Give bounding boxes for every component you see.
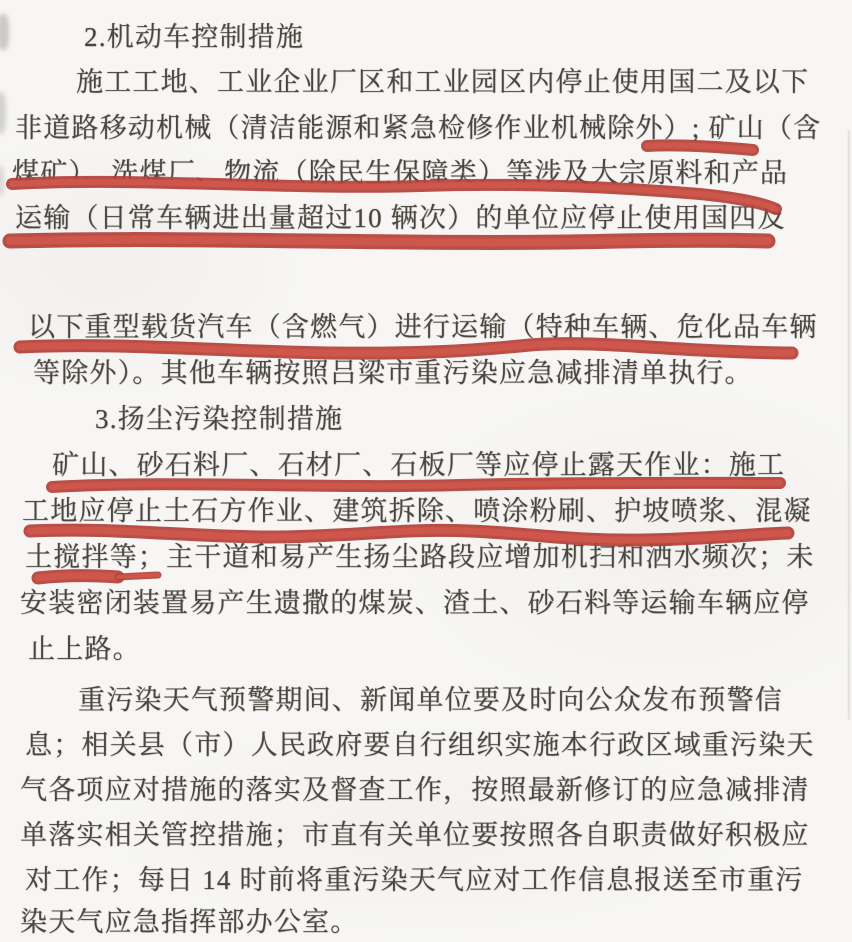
text-line: 对工作；每日 14 时前将重污染天气应对工作信息报送至市重污 xyxy=(25,865,804,895)
text-line: 染天气应急指挥部办公室。 xyxy=(20,907,359,937)
red-underline xyxy=(20,344,792,354)
text-line: 安装密闭装置易产生遗撒的煤炭、渣土、砂石料等运输车辆应停 xyxy=(20,588,810,618)
text-line: 止上路。 xyxy=(28,634,141,664)
text-line: 施工工地、工业企业厂区和工业园区内停止使用国二及以下 xyxy=(76,67,810,97)
text-line: 等除外）。其他车辆按照吕梁市重污染应急减排清单执行。 xyxy=(33,358,753,388)
red-underline xyxy=(38,576,118,578)
text-line: 土搅拌等；主干道和易产生扬尘路段应增加机扫和洒水频次；未 xyxy=(25,542,815,572)
red-underline xyxy=(10,240,768,243)
red-underline xyxy=(30,530,788,540)
red-underline xyxy=(10,240,768,243)
red-underline xyxy=(38,576,118,578)
section-heading-2: 2.机动车控制措施 xyxy=(84,22,305,52)
text-line: 息；相关县（市）人民政府要自行组织实施本行政区域重污染天 xyxy=(25,730,815,760)
section-heading-3: 3.扬尘污染控制措施 xyxy=(95,404,344,434)
scan-smudge xyxy=(0,14,9,50)
red-underline xyxy=(647,145,753,150)
red-underline xyxy=(118,575,158,577)
text-line: 气各项应对措施的落实及督查工作，按照最新修订的应急减排清 xyxy=(20,775,810,805)
text-line: 非道路移动机械（清洁能源和紧急检修作业机械除外）; 矿山（含 xyxy=(15,113,822,143)
scan-smudge xyxy=(0,92,6,134)
text-line: 单落实相关管控措施；市直有关单位要按照各自职责做好积极应 xyxy=(20,820,810,850)
red-underline xyxy=(52,483,780,487)
text-line: 运输（日常车辆进出量超过10 辆次）的单位应停止使用国四及 xyxy=(15,203,786,233)
text-line: 工地应停止土石方作业、建筑拆除、喷涂粉刷、护坡喷浆、混凝 xyxy=(22,496,812,526)
red-underline xyxy=(118,575,158,577)
red-underline xyxy=(52,483,780,487)
red-underline xyxy=(647,145,753,150)
text-line: 煤矿）、洗煤厂、物流（除民生保障类）等涉及大宗原料和产品 xyxy=(12,158,789,188)
scan-smudge xyxy=(0,166,4,196)
text-line: 以下重型载货汽车（含燃气）进行运输（特种车辆、危化品车辆 xyxy=(28,312,818,342)
text-line: 重污染天气预警期间、新闻单位要及时向公众发布预警信 xyxy=(78,685,783,715)
red-underline xyxy=(30,530,788,540)
text-line: 矿山、砂石料厂、石材厂、石板厂等应停止露天作业：施工 xyxy=(52,450,786,480)
scan-edge-line xyxy=(848,130,850,720)
red-underline xyxy=(20,344,792,354)
